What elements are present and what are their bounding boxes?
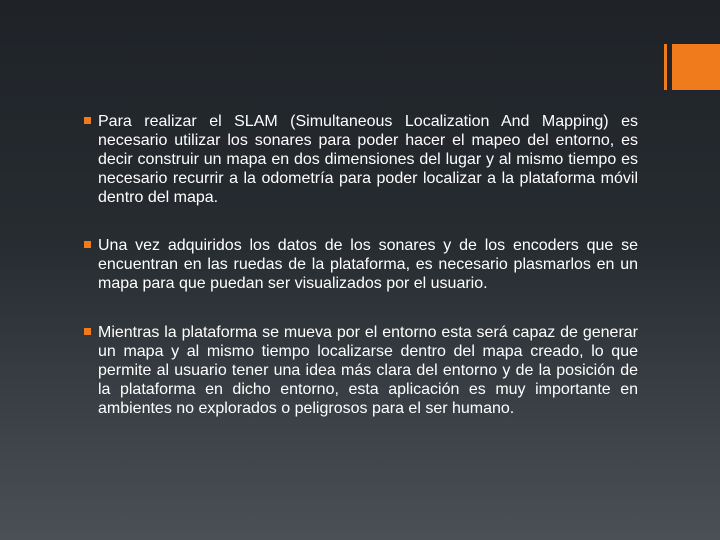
square-bullet-icon [84,117,91,124]
bullet-item-data [84,236,638,293]
accent-bar-thick [672,44,720,90]
bullet-item-mapping [84,323,638,418]
bullet-text: Mientras la plataforma se mueva por el entorno esta será capaz de generar un mapa y al mismo tiempo localizarse dentro del mapa creado, lo que permite al usuario tener una idea más clara del entorno y de la posición de la plataforma en dicho entorno, esta aplicación es muy importante en ambientes no explorados o peligrosos para el ser humano. [98,324,638,417]
bullet-text: Una vez adquiridos los datos de los sonares y de los encoders que se encuentran en las ruedas de la plataforma, es necesario plasmarlos en un mapa para que puedan ser visualizados por el usuario. [98,237,638,292]
bullet-text: Para realizar el SLAM (Simultaneous Localization And Mapping) es necesario utilizar los sonares para poder hacer el mapeo del entorno, es decir construir un mapa en dos dimensiones del lugar y al mismo tiempo es necesario recurrir a la odometría para poder localizar a la plataforma móvil dentro del mapa. [98,113,638,206]
square-bullet-icon [84,328,91,335]
bullet-list [84,112,638,447]
bullet-item-slam [84,112,638,207]
square-bullet-icon [84,241,91,248]
accent-bar-thin [664,44,667,90]
